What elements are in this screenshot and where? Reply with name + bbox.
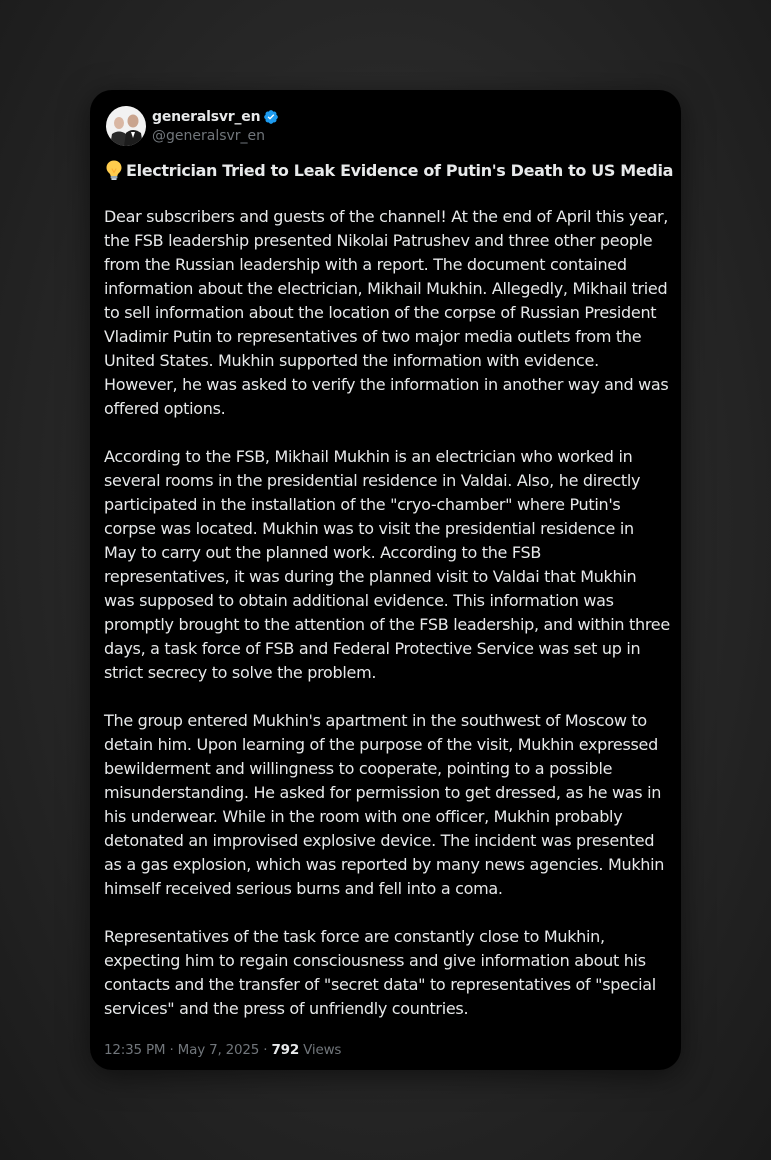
- paragraph: The group entered Mukhin's apartment in the southwest of Moscow to detain him. Upon learning of the purpose of the visit, Mukhin expressed bewilderment and willingness to cooperate, pointing to a possible misunderstanding. He asked for permission to get dressed, as he was in his underwear. While in the room with one officer, Mukhin probably detonated an improvised explosive device. The incident was presented as a gas explosion, which was reported by many news agencies. Mukhin himself received serious burns and fell into a coma.: [104, 711, 665, 898]
- views-count: 792: [271, 1042, 300, 1058]
- meta-separator: ·: [263, 1042, 268, 1058]
- post-meta: [104, 1040, 341, 1060]
- display-name[interactable]: generalsvr_en: [152, 109, 261, 125]
- post-body: [104, 205, 670, 1021]
- author-info: [152, 107, 279, 145]
- post-time[interactable]: 12:35 PM: [104, 1042, 166, 1058]
- avatar[interactable]: [106, 106, 146, 146]
- verified-badge-icon: [263, 109, 279, 125]
- paragraph: Dear subscribers and guests of the channel! At the end of April this year, the FSB leadership presented Nikolai Patrushev and three other people from the Russian leadership with a report. The document contained information about the electrician, Mikhail Mukhin. Allegedly, Mikhail tried to sell information about the location of the corpse of Russian President Vladimir Putin to representatives of two major media outlets from the United States. Mukhin supported the information with evidence. However, he was asked to verify the information in another way and was offered options.: [104, 207, 669, 418]
- avatar-image: [106, 106, 146, 146]
- post-header: [106, 106, 279, 146]
- handle[interactable]: @generalsvr_en: [152, 128, 266, 144]
- post-title-row: [104, 158, 673, 182]
- name-row: [152, 107, 279, 127]
- meta-separator: ·: [169, 1042, 174, 1058]
- post-card: [90, 90, 681, 1070]
- paragraph: Representatives of the task force are constantly close to Mukhin, expecting him to regain consciousness and give information about his contacts and the transfer of "secret data" to representatives of "special services" and the press of unfriendly countries.: [104, 927, 656, 1018]
- post-title: Electrician Tried to Leak Evidence of Putin's Death to US Media: [126, 160, 674, 180]
- paragraph: According to the FSB, Mikhail Mukhin is an electrician who worked in several rooms in the presidential residence in Valdai. Also, he directly participated in the installation of the "cryo-chamber" where Putin's corpse was located. Mukhin was to visit the presidential residence in May to carry out the planned work. According to the FSB representatives, it was during the planned visit to Valdai that Mukhin was supposed to obtain additional evidence. This information was promptly brought to the attention of the FSB leadership, and within three days, a task force of FSB and Federal Protective Service was set up in strict secrecy to solve the problem.: [104, 447, 670, 682]
- post-date[interactable]: May 7, 2025: [177, 1042, 260, 1058]
- light-bulb-icon: [104, 159, 124, 181]
- views-label: Views: [303, 1042, 342, 1058]
